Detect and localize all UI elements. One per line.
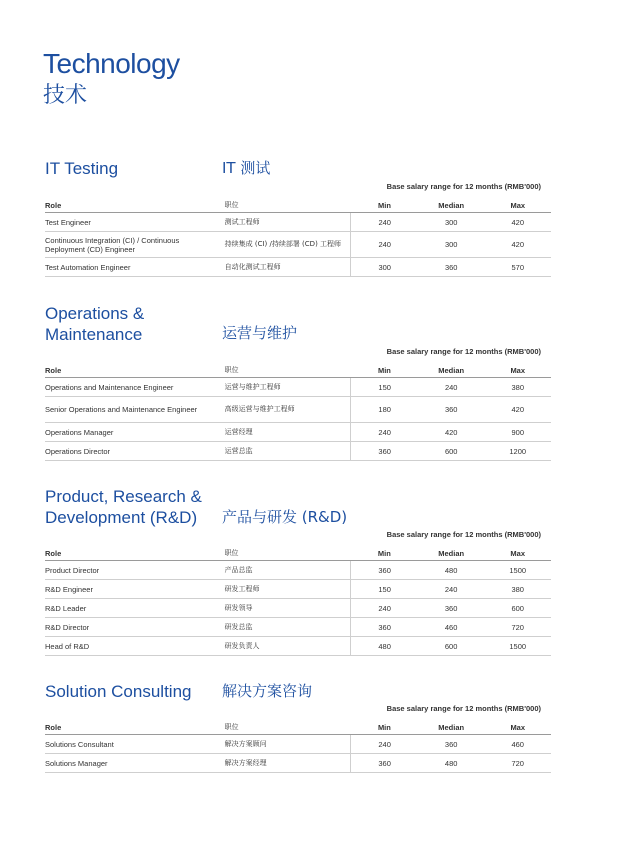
max-cell: 420 <box>485 213 552 232</box>
role-cn-cell: 研发总监 <box>225 618 351 637</box>
table-row <box>45 735 551 754</box>
median-cell: 480 <box>418 754 485 773</box>
median-cell: 600 <box>418 637 485 656</box>
header-role-cn: 职位 <box>225 196 351 213</box>
role-cn-cell: 产品总监 <box>225 561 351 580</box>
header-min: Min <box>351 718 418 735</box>
role-cell: Product Director <box>45 561 225 580</box>
page-title-en: Technology <box>43 48 180 79</box>
role-cn-cell: 研发领导 <box>225 599 351 618</box>
table-row <box>45 378 551 397</box>
role-cn-cell: 解决方案经理 <box>225 754 351 773</box>
header-min: Min <box>351 544 418 561</box>
section-title-en: Operations & Maintenance <box>45 304 145 344</box>
table-row <box>45 442 551 461</box>
table-row <box>45 561 551 580</box>
page-title <box>43 48 180 110</box>
role-cell: Head of R&D <box>45 637 225 656</box>
header-role-cn: 职位 <box>225 718 351 735</box>
min-cell: 150 <box>351 378 418 397</box>
table-header-row <box>45 544 551 561</box>
table-row <box>45 599 551 618</box>
header-min: Min <box>351 361 418 378</box>
role-cn-cell: 研发负责人 <box>225 637 351 656</box>
table-row <box>45 580 551 599</box>
max-cell: 1500 <box>484 561 551 580</box>
role-cell: R&D Engineer <box>45 580 225 599</box>
min-cell: 240 <box>351 735 418 754</box>
min-cell: 240 <box>351 213 418 232</box>
salary-table <box>45 718 551 773</box>
min-cell: 240 <box>351 232 418 258</box>
role-cn-cell: 测试工程师 <box>225 213 351 232</box>
header-max: Max <box>484 718 551 735</box>
role-cn-cell: 解决方案顾问 <box>225 735 351 754</box>
salary-table <box>45 361 551 461</box>
max-cell: 600 <box>484 599 551 618</box>
role-cn-cell: 持续集成 (CI) /持续部署 (CD) 工程师 <box>225 232 351 258</box>
table-row <box>45 397 551 423</box>
median-cell: 600 <box>418 442 485 461</box>
max-cell: 1500 <box>484 637 551 656</box>
header-role-cn: 职位 <box>225 544 351 561</box>
role-cn-cell: 运营总监 <box>225 442 351 461</box>
median-cell: 480 <box>418 561 485 580</box>
role-cell: Test Engineer <box>45 213 225 232</box>
salary-table <box>45 544 551 656</box>
role-cn-cell: 自动化测试工程师 <box>225 258 351 277</box>
role-cn-cell: 研发工程师 <box>225 580 351 599</box>
header-role: Role <box>45 718 225 735</box>
min-cell: 240 <box>351 423 418 442</box>
role-cell: Operations Director <box>45 442 225 461</box>
median-cell: 360 <box>418 735 485 754</box>
header-median: Median <box>418 718 485 735</box>
max-cell: 720 <box>484 618 551 637</box>
section-title-en: IT Testing <box>45 159 119 178</box>
role-cn-cell: 运营与维护工程师 <box>225 378 351 397</box>
page-title-cn: 技术 <box>43 83 88 108</box>
salary-range-label: Base salary range for 12 months (RMB'000) <box>386 182 541 191</box>
section-title-cn: 解决方案咨询 <box>222 682 313 700</box>
salary-range-label: Base salary range for 12 months (RMB'000) <box>386 704 541 713</box>
role-cn-cell: 高级运营与维护工程师 <box>225 397 351 423</box>
median-cell: 240 <box>418 378 485 397</box>
max-cell: 380 <box>484 580 551 599</box>
section-title-en: Product, Research & Development (R&D) <box>45 487 202 527</box>
section-title-cn: 产品与研发 (R&D) <box>222 508 348 526</box>
table-row <box>45 754 551 773</box>
header-max: Max <box>485 196 552 213</box>
min-cell: 300 <box>351 258 418 277</box>
section-title-cn: 运营与维护 <box>222 324 298 342</box>
section-title-en: Solution Consulting <box>45 682 192 701</box>
min-cell: 240 <box>351 599 418 618</box>
table-header-row <box>45 196 551 213</box>
median-cell: 300 <box>418 213 485 232</box>
salary-table <box>45 196 551 277</box>
header-median: Median <box>418 196 485 213</box>
table-header-row <box>45 718 551 735</box>
header-role: Role <box>45 196 225 213</box>
median-cell: 360 <box>418 599 485 618</box>
role-cell: Solutions Manager <box>45 754 225 773</box>
role-cell: Solutions Consultant <box>45 735 225 754</box>
role-cell: Test Automation Engineer <box>45 258 225 277</box>
table-row <box>45 213 551 232</box>
max-cell: 460 <box>484 735 551 754</box>
table-row <box>45 258 551 277</box>
max-cell: 1200 <box>484 442 551 461</box>
min-cell: 360 <box>351 754 418 773</box>
min-cell: 360 <box>351 442 418 461</box>
header-median: Median <box>418 361 485 378</box>
salary-range-label: Base salary range for 12 months (RMB'000) <box>386 530 541 539</box>
max-cell: 420 <box>484 397 551 423</box>
role-cell: Operations and Maintenance Engineer <box>45 378 225 397</box>
max-cell: 380 <box>484 378 551 397</box>
table-row <box>45 232 551 258</box>
median-cell: 240 <box>418 580 485 599</box>
min-cell: 360 <box>351 561 418 580</box>
median-cell: 460 <box>418 618 485 637</box>
table-header-row <box>45 361 551 378</box>
role-cell: Continuous Integration (CI) / Continuous Deployment (CD) Engineer <box>45 232 225 258</box>
median-cell: 360 <box>418 397 485 423</box>
salary-range-label: Base salary range for 12 months (RMB'000) <box>386 347 541 356</box>
header-median: Median <box>418 544 485 561</box>
max-cell: 570 <box>485 258 552 277</box>
max-cell: 900 <box>484 423 551 442</box>
max-cell: 720 <box>484 754 551 773</box>
min-cell: 180 <box>351 397 418 423</box>
header-role-cn: 职位 <box>225 361 351 378</box>
min-cell: 360 <box>351 618 418 637</box>
role-cell: R&D Leader <box>45 599 225 618</box>
max-cell: 420 <box>485 232 552 258</box>
table-row <box>45 637 551 656</box>
median-cell: 420 <box>418 423 485 442</box>
header-role: Role <box>45 544 225 561</box>
role-cell: R&D Director <box>45 618 225 637</box>
header-max: Max <box>484 544 551 561</box>
header-max: Max <box>484 361 551 378</box>
header-role: Role <box>45 361 225 378</box>
min-cell: 480 <box>351 637 418 656</box>
median-cell: 360 <box>418 258 485 277</box>
role-cell: Operations Manager <box>45 423 225 442</box>
min-cell: 150 <box>351 580 418 599</box>
table-row <box>45 618 551 637</box>
role-cell: Senior Operations and Maintenance Engineer <box>45 397 225 423</box>
median-cell: 300 <box>418 232 485 258</box>
table-row <box>45 423 551 442</box>
role-cn-cell: 运营经理 <box>225 423 351 442</box>
header-min: Min <box>351 196 418 213</box>
section-title-cn: IT 测试 <box>222 159 271 177</box>
